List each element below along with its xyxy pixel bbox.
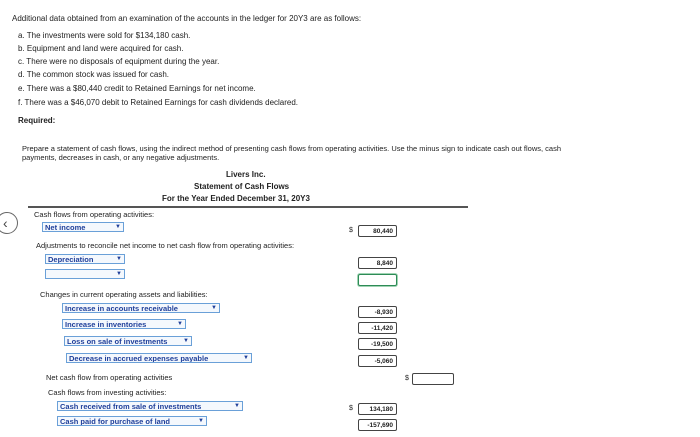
chevron-down-icon: ▼	[243, 355, 249, 361]
instruction-line-1: Prepare a statement of cash flows, using the indirect method of presenting cash flows from operating activities. Use the minus sign to indicate cash out flows, cash	[22, 144, 562, 153]
dollar-sign: $	[349, 405, 353, 412]
dollar-sign: $	[349, 227, 353, 234]
change-amount[interactable]: -19,500	[358, 338, 397, 350]
chevron-down-icon: ▼	[116, 256, 122, 262]
change-amount[interactable]: -5,060	[358, 355, 397, 367]
changes-label: Changes in current operating assets and liabilities:	[40, 290, 208, 299]
change-select[interactable]: Loss on sale of investments ▼	[64, 336, 192, 346]
change-amount[interactable]: -11,420	[358, 322, 397, 334]
intro-text: Additional data obtained from an examination of the accounts in the ledger for 20Y3 are as follows:	[12, 14, 362, 23]
net-income-amount[interactable]: 80,440	[358, 225, 397, 237]
back-button[interactable]	[0, 212, 18, 234]
chevron-down-icon: ▼	[183, 338, 189, 344]
instruction-line-2: payments, decreases in cash, or any negative adjustments.	[22, 153, 220, 162]
net-income-select[interactable]: Net income ▼	[42, 222, 124, 232]
list-item: d. The common stock was issued for cash.	[18, 70, 170, 79]
header-rule	[28, 206, 468, 208]
adjustment-amount-blank[interactable]	[358, 274, 397, 286]
list-item: a. The investments were sold for $134,180 cash.	[18, 31, 191, 40]
list-item: f. There was a $46,070 debit to Retained Earnings for cash dividends declared.	[18, 98, 299, 107]
list-item: c. There were no disposals of equipment during the year.	[18, 57, 220, 66]
adjustment-select-blank[interactable]	[45, 269, 125, 279]
statement-title: Statement of Cash Flows	[194, 182, 290, 191]
investing-select[interactable]: Cash paid for purchase of land ▼	[57, 416, 207, 426]
adjustments-label: Adjustments to reconcile net income to net cash flow from operating activities:	[36, 241, 295, 250]
change-amount[interactable]: -8,930	[358, 306, 397, 318]
net-operating-label: Net cash flow from operating activities	[46, 373, 173, 382]
investing-amount[interactable]: 134,180	[358, 403, 397, 415]
chevron-down-icon: ▼	[177, 321, 183, 327]
depreciation-select[interactable]: Depreciation ▼	[45, 254, 125, 264]
list-item: b. Equipment and land were acquired for cash.	[18, 44, 184, 53]
change-select[interactable]: Increase in inventories ▼	[62, 319, 186, 329]
investing-amount[interactable]: -157,690	[358, 419, 397, 431]
operating-header: Cash flows from operating activities:	[34, 210, 155, 219]
chevron-left-icon: ‹	[3, 215, 8, 231]
chevron-down-icon: ▼	[211, 305, 217, 311]
chevron-down-icon: ▼	[116, 271, 122, 277]
dollar-sign: $	[405, 375, 409, 382]
chevron-down-icon: ▼	[115, 224, 121, 230]
investing-select[interactable]: Cash received from sale of investments ▼	[57, 401, 243, 411]
investing-header: Cash flows from investing activities:	[48, 388, 167, 397]
depreciation-amount[interactable]: 8,840	[358, 257, 397, 269]
list-item: e. There was a $80,440 credit to Retained Earnings for net income.	[18, 84, 256, 93]
change-select[interactable]: Decrease in accrued expenses payable ▼	[66, 353, 252, 363]
chevron-down-icon: ▼	[234, 403, 240, 409]
change-select[interactable]: Increase in accounts receivable ▼	[62, 303, 220, 313]
chevron-down-icon: ▼	[198, 418, 204, 424]
statement-period: For the Year Ended December 31, 20Y3	[162, 194, 310, 203]
net-operating-amount[interactable]	[412, 373, 454, 385]
company-name: Livers Inc.	[226, 170, 266, 179]
required-label: Required:	[18, 116, 56, 125]
